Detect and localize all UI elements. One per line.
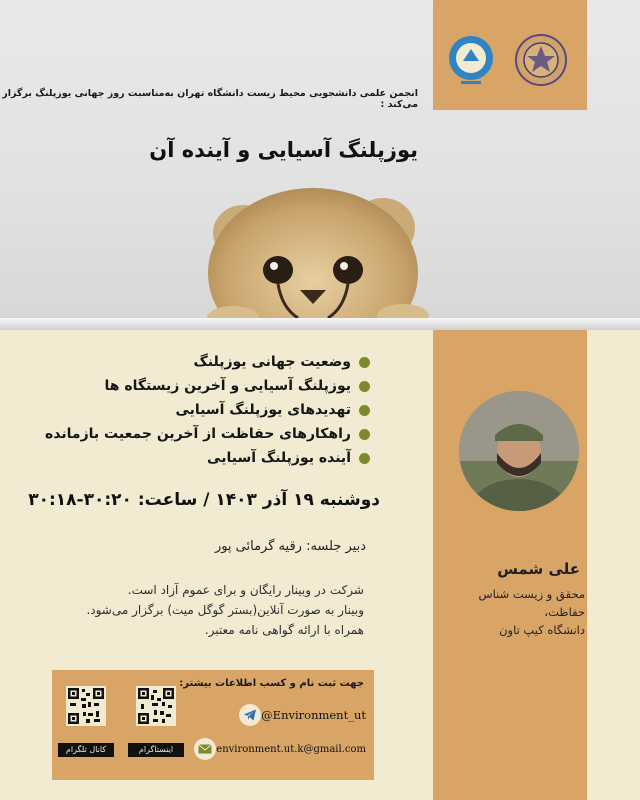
bullet-icon — [359, 357, 370, 368]
topic-item: تهدیدهای یوزپلنگ آسیایی — [30, 398, 370, 422]
info-line: همراه با ارائه گواهی نامه معتبر. — [204, 623, 364, 637]
topic-item: آینده یوزپلنگ آسیایی — [30, 446, 370, 470]
contact-email[interactable]: environment.ut.k@gmail.com — [216, 743, 366, 755]
organizer-line: انجمن علمی دانشجویی محیط زیست دانشگاه تهران به‌مناسبت روز جهانی یوزپلنگ برگزار می‌کند : — [2, 88, 418, 110]
moderator-line: دبیر جلسه: رقیه گرمائی پور — [214, 539, 366, 554]
bullet-icon — [359, 381, 370, 392]
topic-item: وضعیت جهانی یوزپلنگ — [30, 350, 370, 374]
registration-title: جهت ثبت نام و کسب اطلاعات بیشتر: — [179, 678, 364, 689]
telegram-qr-code[interactable] — [66, 686, 106, 726]
event-title: یوزپلنگ آسیایی و آینده آن — [149, 138, 418, 162]
cheetah-cub-photo — [178, 178, 448, 328]
registration-box — [52, 670, 374, 780]
association-logo-icon — [514, 33, 568, 87]
event-schedule: دوشنبه ۱۹ آذر ۱۴۰۳ / ساعت: ۳۰:۲۰-۳۰:۱۸ — [28, 490, 380, 510]
photo-ledge — [0, 318, 640, 330]
bullet-icon — [359, 429, 370, 440]
speaker-photo — [459, 391, 579, 511]
telegram-icon — [239, 704, 261, 726]
speaker-role: محقق و زیست شناس حفاظت، دانشگاه کیپ تاون — [478, 587, 585, 637]
topics-list — [30, 350, 370, 470]
topic-item: راهکارهای حفاظت از آخرین جمعیت بازمانده — [30, 422, 370, 446]
info-line: وبینار به صورت آنلاین(بستر گوگل میت) برگزار می‌شود. — [86, 603, 364, 617]
topic-item: یوزپلنگ آسیایی و آخرین زیستگاه ها — [30, 374, 370, 398]
instagram-qr-code[interactable] — [136, 686, 176, 726]
speaker-portrait-icon — [459, 391, 579, 511]
telegram-contact[interactable] — [239, 704, 366, 726]
bullet-icon — [359, 453, 370, 464]
instagram-qr-label: اینستاگرام — [128, 743, 184, 757]
association-logo — [511, 30, 571, 90]
contact-handle[interactable]: @Environment_ut — [261, 708, 366, 722]
email-contact[interactable] — [194, 738, 366, 760]
info-line: شرکت در وبینار رایگان و برای عموم آزاد است. — [127, 583, 364, 597]
email-icon — [194, 738, 216, 760]
speaker-name: علی شمس — [497, 560, 580, 578]
telegram-qr-label: کانال تلگرام — [58, 743, 114, 757]
university-logo-icon — [443, 31, 499, 89]
university-logo — [442, 30, 500, 90]
info-block — [24, 580, 364, 640]
bullet-icon — [359, 405, 370, 416]
